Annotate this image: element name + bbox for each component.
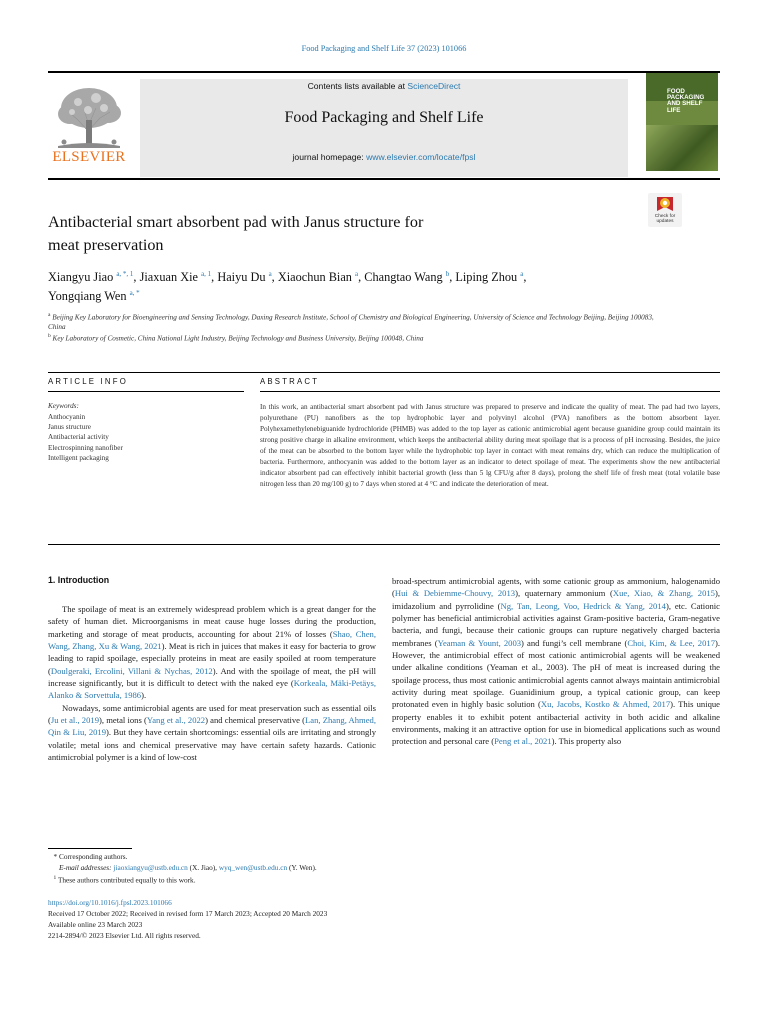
intro-paragraph-2 [48,702,376,764]
publisher-wordmark[interactable]: ELSEVIER [52,149,126,165]
introduction-heading: 1. Introduction [48,575,110,585]
body-text: ), quaternary ammonium ( [515,588,613,599]
contents-line [140,81,628,92]
title-line-1: Antibacterial smart absorbent pad with Janus structure for [48,213,424,231]
affiliation-a-text: Beijing Key Laboratory for Bioengineering and Sensing Technology, Daxing Research Institute, School of Chemistry and Biological Engineering, University of Science and Technology Beijing, Beijing 100083, China [48,313,654,332]
copyright: 2214-2894/© 2023 Elsevier Ltd. All rights reserved. [48,930,201,940]
author-name[interactable]: Jiaxuan Xie [139,270,198,284]
available-online: Available online 23 March 2023 [48,919,143,929]
keyword: Janus structure [48,423,91,432]
author-name[interactable]: Xiangyu Jiao [48,270,114,284]
journal-name: Food Packaging and Shelf Life [284,109,484,126]
doi-block [48,898,548,942]
abstract-divider [260,391,720,392]
cover-title: FOOD PACKAGING AND SHELF LIFE [667,88,705,114]
article-title [48,211,568,256]
homepage-line [140,152,628,163]
body-text: ). This property also [551,736,622,747]
author-affil-marker[interactable]: a [268,269,272,278]
info-top-rule [48,372,720,373]
citation-reference-link[interactable]: Ju et al., 2019 [50,714,99,725]
affiliation-a: $^a$ Beijing Key Laboratory for Bioengineering and Sensing Technology, Daxing Research Institute, School of Chemistry and Biological Engineering, University of Science and Technology Beijing, Beijing 100083, China [48,312,654,332]
sciencedirect-link[interactable]: ScienceDirect [407,81,461,91]
corresponding-text: Corresponding authors. [58,852,128,861]
corresponding-footnote: * Corresponding authors. [48,852,128,861]
citation-reference-link[interactable]: Lan, Zhang, Ahmed, Qin & Liu, 2019 [48,714,377,738]
body-text: The spoilage of meat is an extremely widespread problem which is a great danger for the safety of human diet. Microorganisms in meat cause huge losses during the production, marketing and storage of meat products, accounting for about 21% of losses ( [48,604,376,639]
email-link-jiao[interactable]: jiaoxiangyu@ustb.edu.cn [113,862,188,872]
body-text: ). And with the spoilage of meat, the pH will increase significantly, but it is difficult to detect with the naked eye ( [48,665,376,688]
header-bottom-rule [48,178,720,180]
author-name[interactable]: Haiyu Du [217,270,266,284]
author-affil-marker[interactable]: a, *, 1 [116,269,134,278]
header-top-rule [48,71,720,73]
body-column-left [48,603,376,763]
body-text: ), imidazolium and pyrrolidine ( [392,588,720,611]
body-text: ). [141,690,147,701]
doi-link[interactable]: https://doi.org/10.1016/j.fpsl.2023.101066 [48,898,172,907]
keyword: Electrospinning nanofiber [48,443,123,452]
footnote-rule [48,848,132,849]
email-label: E-mail addresses: [58,862,112,872]
journal-cover-image[interactable] [646,73,718,171]
affiliation-b: $^b$ Key Laboratory of Cosmetic, China National Light Industry, Beijing Technology and Business University, Beijing 100048, China [48,332,424,342]
keywords-list [48,412,123,463]
intro-paragraph-1 [48,603,376,702]
footnotes [48,852,548,886]
citation-reference-link[interactable]: Ng, Tan, Leong, Voo, Hedrick & Yang, 2014 [500,600,666,611]
citation-reference-link[interactable]: Yang et al., 2022 [146,714,206,725]
body-text: ) and fungi’s cell membrane ( [521,637,628,648]
body-text: ). Meat is rich in juices that makes it easy for bacteria to grow leading to rapid spoilage, especially proteins in meat are easily spoiled at room temperature ( [48,640,376,676]
author-affil-marker[interactable]: b [445,269,450,278]
body-text: ). But they have certain shortcomings: essential oils are irritating and strongly volatile; metal ions and chemical preservative may have certain safety hazards. Cationic antimicrobial polymer is a kind of low-cost [48,727,377,762]
author-name[interactable]: Liping Zhou [455,270,518,284]
body-text: ), etc. Cationic polymer has beneficial antimicrobial activities against Gram-positive bacteria, Gram-negative bacteria, and fungi, because their cationic groups can rupture negatively charged bacteria membranes ( [392,600,720,648]
keyword: Antibacterial activity [48,433,109,442]
email-footnote [48,863,548,874]
body-text: broad-spectrum antimicrobial agents, with some cationic group as ammonium, halogenamido ( [392,576,720,599]
citation-reference-link[interactable]: Shao, Chen, Wang, Zhang, Xu & Wang, 2021 [48,628,376,651]
body-text: Nowadays, some antimicrobial agents are used for meat preservation such as essential oils ( [48,702,376,725]
intro-paragraph-3 [392,575,720,748]
keyword: Anthocyanin [48,413,86,421]
citation-reference-link[interactable]: Yeaman & Yount, 2003 [437,637,522,648]
email-owner: (X. Jiao), [187,862,219,872]
citation-reference-link[interactable]: Peng et al., 2021 [494,736,552,747]
author-name[interactable]: Xiaochun Bian [277,270,352,284]
contents-prefix: Contents lists available at [307,81,408,91]
citation-reference-link[interactable]: Korkeala, Mäki-Petäys, Alanko & Sorvettula, 1986 [48,677,376,701]
equal-contribution-footnote: $^1$ These authors contributed equally to this work. [53,874,196,885]
affiliation-b-text: Key Laboratory of Cosmetic, China National Light Industry, Beijing Technology and Business University, Beijing 100048, China [52,333,424,342]
abstract-heading: ABSTRACT [260,377,320,386]
keyword: Intelligent packaging [48,453,109,462]
citation-link[interactable]: Food Packaging and Shelf Life 37 (2023) 101066 [301,44,467,53]
author-name[interactable]: Yongqiang Wen [48,289,127,304]
author-affil-marker[interactable]: a, * [129,288,140,297]
citation-reference-link[interactable]: Doulgeraki, Ercolini, Villani & Nychas, 2012 [50,665,213,676]
cover-photo [646,125,718,171]
email-link-wen[interactable]: wyq_wen@ustb.edu.cn [218,862,288,872]
homepage-link[interactable]: www.elsevier.com/locate/fpsl [366,152,476,162]
citation-reference-link[interactable]: Hui & Debiemme-Chouvy, 2013 [394,588,516,599]
journal-citation[interactable] [0,44,768,55]
citation-reference-link[interactable]: Xu, Jacobs, Kostko & Ahmed, 2017 [540,699,671,710]
author-name[interactable]: Changtao Wang [364,270,443,284]
body-text: ). This unique property enables it to exhibit potent antibacterial activity in both acidic and alkaline environments, making it an attractive option for use in biomedical applications such as wound protection and personal care ( [392,699,720,747]
body-column-right [392,575,720,748]
body-text: ). However, the antimicrobial effect of most cationic antimicrobial agents will be weakened under alkaline conditions (Yeaman et al., 2003). The pH of meat is increased during the spoilage process, thus most cationic antimicrobial agents cannot always maintain antimicrobial activity during meat spoilage. Guanidinium group, a typical cationic group, can keep protonated even in highly basic solution ( [392,637,721,710]
author-affil-marker[interactable]: a [355,269,359,278]
author-list: Xiangyu Jiao $^{a, *, 1}$, Jiaxuan Xie $^{a, 1}$, Haiyu Du $^a$, Xiaochun Bian $^a$, Changtao Wang $^b$, Liping Zhou $^a$, Yongqiang Wen $^{a, *}$ [48,269,527,304]
email-owner: (Y. Wen). [287,862,317,872]
abstract-bottom-rule [48,544,720,545]
article-info-heading: ARTICLE INFO [48,377,128,386]
check-for-updates-label[interactable]: Check for updates [654,214,676,225]
equal-contribution-text: These authors contributed equally to this work. [57,875,196,885]
title-line-2: meat preservation [48,235,164,254]
citation-reference-link[interactable]: Xue, Xiao, & Zhang, 2015 [612,588,715,599]
abstract-text: In this work, an antibacterial smart absorbent pad with Janus structure was prepared to preserve and indicate the quality of meat. The pad had two layers, polyurethane (PU) nanofibers as the top hydrophobic layer and polyvinyl alcohol (PVA) nanofibers as the bottom absorbent layer. Polyhexamethylenebiguanide hydrochloride (PHMB) was added to the top layer as cationic antimicrobial agent because guanidine group could maintain its strong positive charge in alkaline environment, which keeps the antibacterial ability during meat spoilage that is a process of pH increasing. Besides, the juice of the meat can be absorbed to the bottom layer while the hydrophobic top layer in contact with meat remains dry, which can reduce the multiplication of bacteria. Furthermore, anthocyanin was added to the bottom layer as an indicator to detect spoilage of meat. The experiments show the new antibacterial indicator absorbent pad can effectively inhibit bacterial growth (less than 5 lg CFU/g after 8 days), prolong the shelf life of fresh meat (total volatile base nitrogen less than 20 mg/100 g) to 7 days when stored at 4 °C and indicate the deterioration of meat. [260,403,720,488]
info-divider [48,391,244,392]
body-text: ), metal ions ( [99,714,147,725]
keywords-label: Keywords: [48,402,79,410]
body-text: ) and chemical preservative ( [205,714,306,725]
homepage-prefix: journal homepage: [292,152,367,162]
received-dates: Received 17 October 2022; Received in revised form 17 March 2023; Accepted 20 March 2023 [48,908,328,918]
author-affil-marker[interactable]: a, 1 [201,269,212,278]
citation-reference-link[interactable]: Choi, Kim, & Lee, 2017 [627,637,715,648]
author-affil-marker[interactable]: a [520,269,524,278]
affiliations [48,312,658,343]
